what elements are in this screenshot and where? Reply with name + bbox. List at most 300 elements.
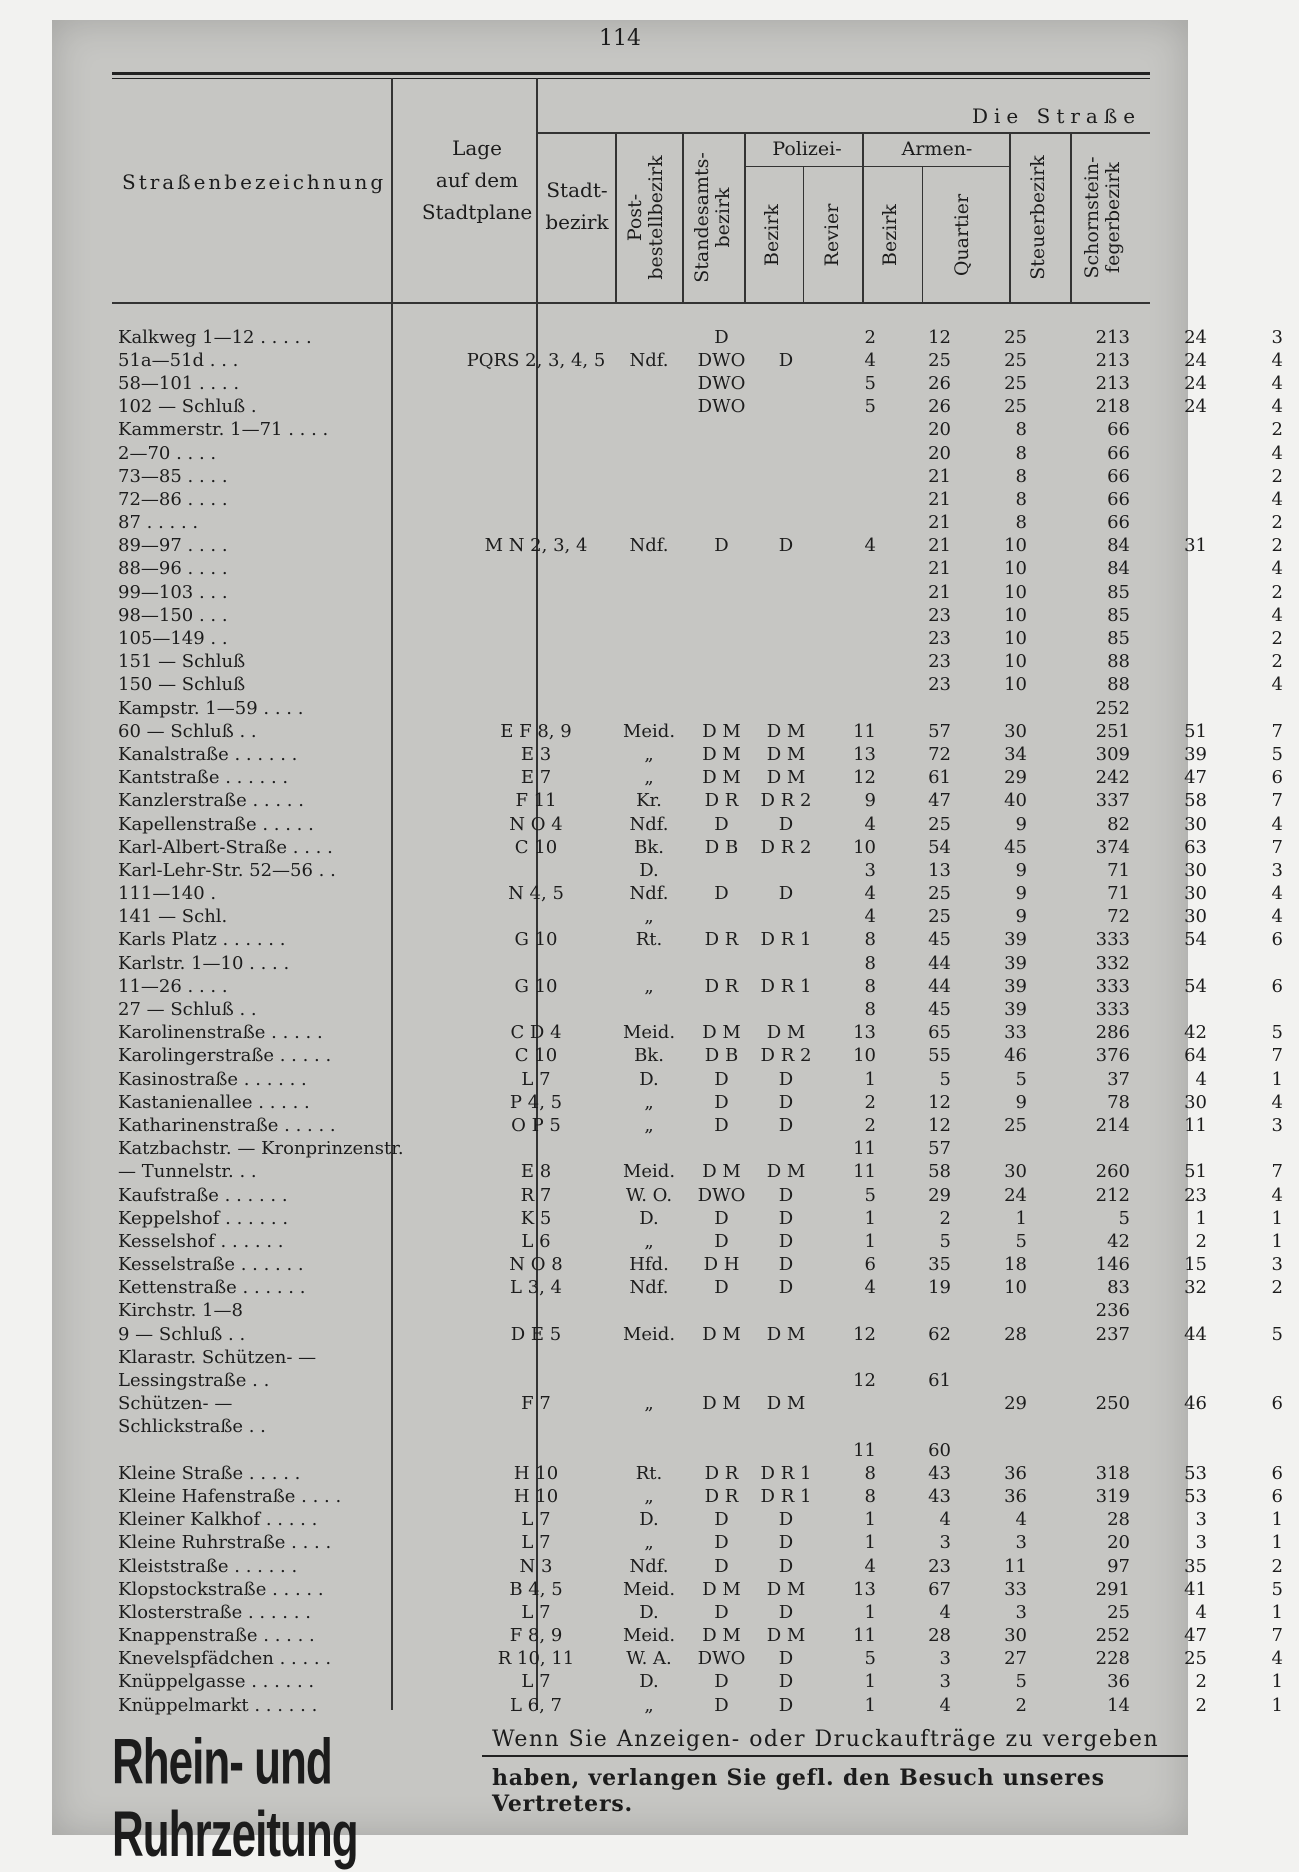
table-cell — [462, 442, 610, 465]
table-cell: D — [778, 1694, 794, 1716]
table-cell — [610, 998, 688, 1021]
table-cell: 23 — [928, 628, 951, 650]
table-cell: 51 — [1184, 1161, 1207, 1183]
table-cell: 5 — [939, 1230, 951, 1252]
table-cell — [755, 952, 817, 975]
table-cell: 42 — [1107, 1230, 1130, 1252]
table-cell: 11 — [853, 1138, 876, 1160]
table-cell — [1146, 651, 1223, 674]
table-cell: Kleine Straße . . . . . — [118, 1462, 301, 1484]
table-cell — [610, 952, 688, 975]
table-cell: 2 — [1271, 535, 1283, 557]
table-cell: 111—140 . — [118, 883, 217, 905]
table-row — [114, 674, 1299, 697]
table-cell: 9 — [1015, 813, 1027, 835]
table-cell: 333 — [1095, 999, 1130, 1021]
die-strasse-header: Die Straße — [972, 104, 1142, 128]
table-cell: Knüppelmarkt . . . . . . — [118, 1694, 318, 1716]
table-cell — [755, 512, 817, 535]
table-cell: 47 — [1184, 1625, 1207, 1647]
table-cell: 24 — [1184, 349, 1207, 371]
table-cell: 3 — [1015, 1601, 1027, 1623]
table-cell: 4 — [1271, 488, 1283, 510]
table-cell: 5 — [1118, 1207, 1130, 1229]
table-cell: 12 — [928, 1091, 951, 1113]
table-cell: 34 — [1004, 743, 1027, 765]
table-cell: 2 — [1195, 1230, 1207, 1252]
table-cell: D — [778, 535, 794, 557]
table-cell — [1223, 1369, 1299, 1392]
top-rule-thin — [112, 78, 1150, 79]
table-cell: Knüppelgasse . . . . . . — [118, 1671, 315, 1693]
table-cell — [688, 465, 755, 488]
table-cell — [892, 1346, 967, 1369]
table-cell — [1146, 465, 1223, 488]
table-row — [114, 1254, 1299, 1277]
table-row — [114, 1416, 1299, 1439]
table-cell: 24 — [1004, 1184, 1027, 1206]
table-cell: 24 — [1184, 326, 1207, 348]
table-cell — [755, 1369, 817, 1392]
table-cell — [1146, 952, 1223, 975]
table-cell: D E 5 — [510, 1323, 562, 1345]
table-cell: L 7 — [521, 1509, 551, 1531]
table-row — [114, 1230, 1299, 1253]
table-cell: 3 — [1271, 1114, 1283, 1136]
table-cell: D — [778, 1671, 794, 1693]
table-cell — [1043, 1416, 1146, 1439]
table-cell: D — [714, 1230, 729, 1252]
table-cell: D — [714, 813, 729, 835]
table-cell: 4 — [1271, 349, 1283, 371]
table-cell: 25 — [1004, 1114, 1027, 1136]
table-row — [114, 929, 1299, 952]
table-cell: 9 — [1015, 906, 1027, 928]
table-cell — [462, 1138, 610, 1161]
header-subrule — [536, 132, 1150, 134]
table-cell: 218 — [1095, 396, 1130, 418]
table-cell: Klarastr. Schützen- — — [118, 1346, 317, 1368]
table-cell — [755, 1416, 817, 1439]
table-cell: 30 — [1004, 1625, 1027, 1647]
table-cell — [1146, 998, 1223, 1021]
table-cell: 1 — [864, 1532, 876, 1554]
table-cell: 4 — [1271, 813, 1283, 835]
table-cell: 33 — [1004, 1578, 1027, 1600]
table-cell: D — [778, 1230, 794, 1252]
table-cell: L 7 — [521, 1532, 551, 1554]
table-row — [114, 372, 1299, 395]
table-cell — [610, 1416, 688, 1439]
table-cell — [1146, 1346, 1223, 1369]
table-cell: Ndf. — [629, 1277, 669, 1299]
table-cell: 332 — [1095, 952, 1130, 974]
table-cell: D — [778, 349, 794, 371]
table-cell — [755, 1300, 817, 1323]
table-cell: D R — [704, 929, 739, 951]
table-cell: 10 — [1004, 1277, 1027, 1299]
table-cell: „ — [644, 1532, 654, 1554]
table-cell: 102 — Schluß . — [118, 396, 257, 418]
table-row — [114, 813, 1299, 836]
col-divider-8 — [1070, 132, 1072, 302]
table-cell: 21 — [928, 581, 951, 603]
table-cell: L 7 — [521, 1671, 551, 1693]
table-cell: 72—86 . . . . — [118, 488, 228, 510]
armen-quartier-header: Quartier — [951, 193, 973, 277]
table-cell: D — [714, 326, 729, 348]
table-cell — [817, 1300, 892, 1323]
table-cell: 9 — [1015, 859, 1027, 881]
table-cell: 146 — [1095, 1254, 1130, 1276]
table-cell: 291 — [1095, 1578, 1130, 1600]
stadtbezirk-header-2: bezirk — [545, 210, 609, 234]
table-cell: Kesselstraße . . . . . . — [118, 1254, 304, 1276]
table-cell — [610, 1300, 688, 1323]
table-cell — [688, 604, 755, 627]
table-cell — [755, 488, 817, 511]
table-cell: G 10 — [514, 929, 558, 951]
table-cell: 2 — [864, 1114, 876, 1136]
table-cell: H 10 — [513, 1462, 559, 1484]
armen-header: Armen- — [901, 138, 973, 160]
table-row — [114, 1578, 1299, 1601]
table-cell: 4 — [1271, 906, 1283, 928]
table-cell: 2—70 . . . . — [118, 442, 217, 464]
table-cell: 25 — [1004, 349, 1027, 371]
table-row — [114, 326, 1299, 349]
table-cell: 10 — [1004, 581, 1027, 603]
table-cell: Schützen- — — [118, 1393, 233, 1415]
table-cell: 7 — [1271, 1161, 1283, 1183]
table-cell: 60 — Schluß . . — [118, 720, 257, 742]
table-cell: 3 — [864, 859, 876, 881]
table-cell: L 6, 7 — [509, 1694, 563, 1716]
table-cell: D — [714, 1277, 729, 1299]
table-cell: 286 — [1095, 1022, 1130, 1044]
table-cell: 4 — [864, 906, 876, 928]
table-cell — [892, 697, 967, 720]
table-cell: D M — [766, 1161, 806, 1183]
table-cell: 43 — [928, 1485, 951, 1507]
table-cell: 20 — [928, 442, 951, 464]
table-cell: D — [714, 1532, 729, 1554]
table-cell: 213 — [1095, 326, 1130, 348]
table-row — [114, 1068, 1299, 1091]
table-cell: Rt. — [635, 1462, 663, 1484]
table-cell: Ndf. — [629, 349, 669, 371]
table-cell: Karlstr. 1—10 . . . . — [118, 952, 290, 974]
ad-text-line-2: haben, verlangen Sie gefl. den Besuch unseres Vertreters. — [492, 1765, 1105, 1817]
table-cell — [462, 1369, 610, 1392]
table-cell — [1223, 1416, 1299, 1439]
table-cell: 5 — [864, 1648, 876, 1670]
table-cell: Katharinenstraße . . . . . — [118, 1114, 336, 1136]
table-cell: 3 — [939, 1532, 951, 1554]
table-cell: 39 — [1004, 952, 1027, 974]
table-cell: 57 — [928, 720, 951, 742]
table-row — [114, 604, 1299, 627]
table-cell: 21 — [928, 512, 951, 534]
table-cell — [688, 1439, 755, 1462]
table-row — [114, 627, 1299, 650]
table-row — [114, 697, 1299, 720]
header-bottom-rule — [112, 302, 1150, 304]
top-rule — [112, 72, 1150, 75]
table-cell: D — [778, 1648, 794, 1670]
table-cell: 252 — [1095, 1625, 1130, 1647]
table-cell: L 7 — [521, 1601, 551, 1623]
table-cell: D — [714, 535, 729, 557]
table-cell: 237 — [1095, 1323, 1130, 1345]
table-cell: 5 — [1271, 1022, 1283, 1044]
page-number: 114 — [599, 26, 641, 51]
table-cell — [817, 558, 892, 581]
table-cell: 11 — [853, 1439, 876, 1461]
table-cell: N O 8 — [509, 1254, 563, 1276]
table-cell: 42 — [1184, 1022, 1207, 1044]
table-row — [114, 1439, 1299, 1462]
table-cell: 2 — [864, 1091, 876, 1113]
table-cell: 36 — [1004, 1462, 1027, 1484]
table-cell: D — [714, 883, 729, 905]
table-cell — [892, 1393, 967, 1416]
table-cell: 4 — [864, 1555, 876, 1577]
table-cell — [755, 627, 817, 650]
table-row — [114, 1300, 1299, 1323]
table-cell: „ — [644, 1393, 654, 1415]
table-cell: Meid. — [622, 1323, 676, 1345]
table-cell: 10 — [1004, 558, 1027, 580]
table-cell — [610, 558, 688, 581]
table-cell: 11 — [853, 1161, 876, 1183]
table-cell: Klosterstraße . . . . . . — [118, 1601, 311, 1623]
table-cell: 3 — [1271, 1254, 1283, 1276]
polizei-revier-header: Revier — [821, 203, 843, 267]
table-cell: D R 1 — [760, 1485, 812, 1507]
table-cell: 62 — [928, 1323, 951, 1345]
table-cell: 4 — [1015, 1509, 1027, 1531]
table-cell — [688, 859, 755, 882]
table-row — [114, 1161, 1299, 1184]
table-cell: 98—150 . . . — [118, 604, 228, 626]
table-cell: 85 — [1107, 581, 1130, 603]
table-cell: D — [778, 883, 794, 905]
table-cell — [114, 1439, 462, 1462]
table-cell — [688, 558, 755, 581]
table-cell: D. — [639, 1509, 659, 1531]
table-cell: 242 — [1095, 767, 1130, 789]
table-cell: 105—149 . . — [118, 628, 228, 650]
table-cell: 27 — [1004, 1648, 1027, 1670]
table-cell: 1 — [1271, 1230, 1283, 1252]
table-cell — [688, 1300, 755, 1323]
table-cell: 46 — [1004, 1045, 1027, 1067]
table-cell: D R — [704, 1462, 739, 1484]
table-row — [114, 1555, 1299, 1578]
table-cell: 30 — [1004, 720, 1027, 742]
table-cell: 213 — [1095, 349, 1130, 371]
advertisement — [112, 1725, 1188, 1871]
table-cell: 7 — [1271, 790, 1283, 812]
table-cell: 44 — [928, 952, 951, 974]
table-cell: D — [714, 1207, 729, 1229]
table-cell: 84 — [1107, 558, 1130, 580]
table-cell: 39 — [1004, 929, 1027, 951]
table-cell — [462, 512, 610, 535]
table-cell: Meid. — [622, 1161, 676, 1183]
table-cell: N 4, 5 — [508, 883, 564, 905]
table-cell: 333 — [1095, 975, 1130, 997]
table-cell: 2 — [1195, 1694, 1207, 1716]
table-cell: DWO — [697, 1184, 746, 1206]
table-cell: D. — [639, 1207, 659, 1229]
table-cell — [462, 419, 610, 442]
table-cell: Meid. — [622, 1625, 676, 1647]
table-cell: 5 — [1271, 1323, 1283, 1345]
table-cell: 374 — [1095, 836, 1130, 858]
table-cell: 53 — [1184, 1485, 1207, 1507]
table-cell: 11—26 . . . . — [118, 975, 228, 997]
table-cell: 44 — [1184, 1323, 1207, 1345]
table-cell: 4 — [1271, 674, 1283, 696]
table-cell: 72 — [928, 743, 951, 765]
table-cell — [755, 859, 817, 882]
table-cell — [610, 627, 688, 650]
table-cell — [1146, 674, 1223, 697]
table-cell: 8 — [1015, 488, 1027, 510]
table-cell — [688, 697, 755, 720]
table-cell: D — [714, 1068, 729, 1090]
table-cell: 8 — [864, 975, 876, 997]
table-cell: D — [778, 1207, 794, 1229]
table-cell: 252 — [1095, 697, 1130, 719]
table-cell: 2 — [1015, 1694, 1027, 1716]
table-cell: 5 — [1015, 1671, 1027, 1693]
table-cell: 5 — [1271, 743, 1283, 765]
table-cell: 4 — [1271, 604, 1283, 626]
table-cell: 214 — [1095, 1114, 1130, 1136]
table-cell: 10 — [853, 836, 876, 858]
table-cell — [817, 465, 892, 488]
table-cell: Meid. — [622, 720, 676, 742]
table-cell: D — [778, 1068, 794, 1090]
table-cell: 35 — [928, 1254, 951, 1276]
table-cell: F 8, 9 — [509, 1625, 563, 1647]
table-cell: 4 — [1271, 442, 1283, 464]
table-cell: 85 — [1107, 604, 1130, 626]
table-cell: Ndf. — [629, 883, 669, 905]
table-cell: D B — [704, 1045, 739, 1067]
table-cell: „ — [644, 767, 654, 789]
table-cell: 1 — [864, 1694, 876, 1716]
table-cell: D — [714, 1694, 729, 1716]
table-cell: Karl-Albert-Straße . . . . — [118, 836, 333, 858]
table-cell: Ndf. — [629, 813, 669, 835]
table-cell — [1146, 419, 1223, 442]
table-cell: Kesselshof . . . . . . — [118, 1230, 284, 1252]
table-cell: W. A. — [626, 1648, 672, 1670]
table-cell: Katzbachstr. — Kronprinzenstr. — [118, 1138, 404, 1160]
table-row — [114, 1277, 1299, 1300]
table-cell: Kalkweg 1—12 . . . . . — [118, 326, 312, 348]
table-cell: 11 — [1184, 1114, 1207, 1136]
table-cell: „ — [644, 1114, 654, 1136]
table-cell — [755, 581, 817, 604]
table-cell: 28 — [1107, 1509, 1130, 1531]
table-cell: D — [714, 1555, 729, 1577]
table-cell — [817, 697, 892, 720]
table-cell: 5 — [1015, 1230, 1027, 1252]
table-cell: 44 — [928, 975, 951, 997]
table-row — [114, 720, 1299, 743]
table-cell: Kleine Ruhrstraße . . . . — [118, 1532, 332, 1554]
table-cell: 54 — [1184, 975, 1207, 997]
table-cell: 10 — [1004, 535, 1027, 557]
table-cell: 2 — [1271, 1277, 1283, 1299]
table-cell: 1 — [864, 1509, 876, 1531]
table-row — [114, 1694, 1299, 1717]
table-row — [114, 1346, 1299, 1369]
table-cell: D. — [639, 1068, 659, 1090]
table-cell: 66 — [1107, 419, 1130, 441]
table-cell: 21 — [928, 465, 951, 487]
table-cell: 58 — [1184, 790, 1207, 812]
table-cell: 66 — [1107, 488, 1130, 510]
table-cell: H 10 — [513, 1485, 559, 1507]
table-row — [114, 859, 1299, 882]
table-cell: 47 — [928, 790, 951, 812]
col-divider-4 — [682, 132, 684, 302]
table-row — [114, 790, 1299, 813]
polizei-header: Polizei- — [772, 138, 842, 160]
table-cell — [610, 1346, 688, 1369]
table-cell — [462, 326, 610, 349]
table-cell — [1146, 1416, 1223, 1439]
table-cell: D — [714, 1114, 729, 1136]
table-row — [114, 1045, 1299, 1068]
table-cell: Bk. — [634, 836, 664, 858]
table-cell: 84 — [1107, 535, 1130, 557]
table-cell: Ndf. — [629, 1555, 669, 1577]
table-cell: 25 — [1004, 326, 1027, 348]
table-cell — [462, 1346, 610, 1369]
table-cell — [688, 1416, 755, 1439]
table-cell: 23 — [1184, 1184, 1207, 1206]
table-cell: 58 — [928, 1161, 951, 1183]
table-row — [114, 442, 1299, 465]
table-cell: 7 — [1271, 1045, 1283, 1067]
table-cell: Karolinenstraße . . . . . — [118, 1022, 323, 1044]
table-cell: PQRS 2, 3, 4, 5 — [466, 349, 606, 371]
table-cell: „ — [644, 1230, 654, 1252]
table-cell: Bk. — [634, 1045, 664, 1067]
table-cell: 11 — [853, 1625, 876, 1647]
table-cell: 2 — [1271, 651, 1283, 673]
table-cell: Lessingstraße . . — [118, 1370, 270, 1392]
table-cell: D — [778, 1601, 794, 1623]
table-cell: D M — [766, 1393, 806, 1415]
table-cell: O P 5 — [511, 1114, 561, 1136]
table-cell: 30 — [1184, 906, 1207, 928]
table-cell: 9 — [1015, 1091, 1027, 1113]
table-cell: 31 — [1184, 535, 1207, 557]
table-cell: 21 — [928, 558, 951, 580]
ad-brand: Rhein- und Ruhrzeitung — [112, 1727, 358, 1871]
table-cell: „ — [644, 975, 654, 997]
table-cell: 1 — [1271, 1068, 1283, 1090]
table-cell — [688, 627, 755, 650]
